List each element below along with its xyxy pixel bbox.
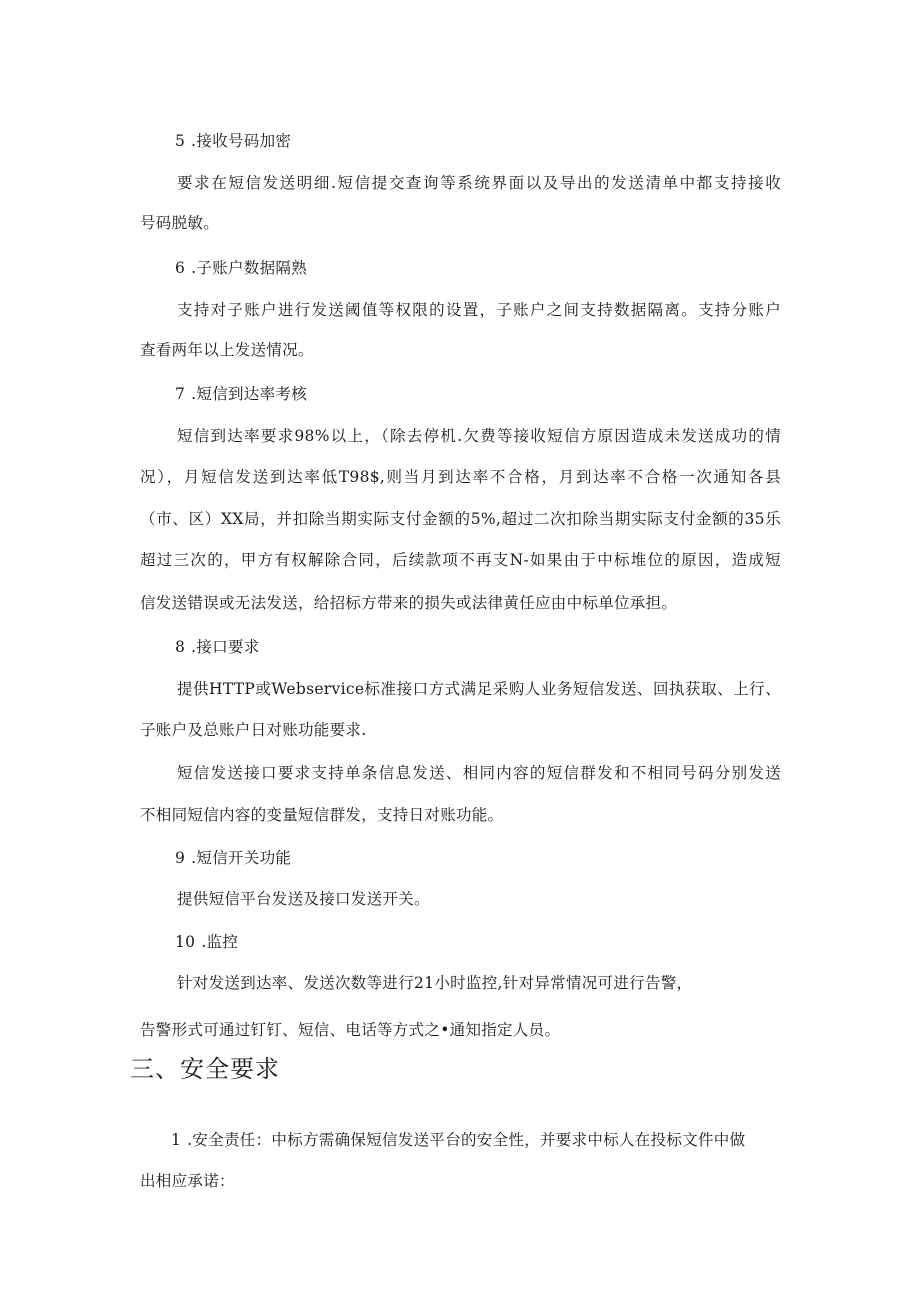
paragraph-line: 超过三次的，甲方有权解除合同，后续款项不再支N-如果由于中标堆位的原因，造成短 bbox=[140, 551, 781, 569]
item-title: .短信开关功能 bbox=[191, 849, 292, 867]
paragraph-line: .安全责任：中标方需确保短信发送平台的安全性，并要求中标人在投标文件中做 bbox=[187, 1131, 746, 1149]
paragraph-line: 提供短信平台发送及接口发送开关。 bbox=[177, 890, 430, 908]
item-number: 5 bbox=[175, 132, 186, 150]
paragraph-line: 子账户及总账户日对账功能要求. bbox=[140, 721, 367, 739]
item-heading-10 bbox=[175, 932, 238, 952]
item-heading-8 bbox=[175, 637, 260, 657]
paragraph-line: 不相同短信内容的变量短信群发，支持日对账功能。 bbox=[140, 806, 504, 824]
item-number: 1 bbox=[171, 1131, 182, 1149]
paragraph-line: 短信到达率要求98%以上，（除去停机.欠费等接收短信方原因造成未发送成功的情 bbox=[177, 427, 781, 445]
paragraph-line: 短信发送接口要求支持单条信息发送、相同内容的短信群发和不相同号码分别发送 bbox=[177, 764, 781, 782]
section-title: 三、安全要求 bbox=[130, 1055, 280, 1083]
item-heading-7 bbox=[175, 384, 307, 404]
item-title: .接口要求 bbox=[191, 638, 260, 656]
paragraph-line: 告警形式可通过钉钉、短信、电话等方式之•通知指定人员。 bbox=[140, 1021, 561, 1039]
item-number: 6 bbox=[175, 259, 186, 277]
paragraph-line: 出相应承诺： bbox=[140, 1172, 235, 1190]
item-number: 8 bbox=[175, 638, 186, 656]
item-heading-5 bbox=[175, 131, 291, 151]
item-number: 9 bbox=[175, 849, 186, 867]
paragraph-line: 况），月短信发送到达率低T98$,则当月到达率不合格，月到达率不合格一次通知各县 bbox=[140, 468, 781, 486]
item-heading-9 bbox=[175, 848, 291, 868]
paragraph-line: （市、区）XX局，并扣除当期实际支付金额的5%,超过二次扣除当期实际支付金额的35乐 bbox=[140, 510, 781, 528]
paragraph-line: 查看两年以上发送情况。 bbox=[140, 341, 314, 359]
item-title: .短信到达率考核 bbox=[191, 385, 307, 403]
paragraph-line: 提供HTTP或Webservice标准接口方式满足采购人业务短信发送、回执获取、上行、 bbox=[177, 680, 781, 698]
item-heading-6 bbox=[175, 258, 307, 278]
paragraph-line: 支持对子账户进行发送阈值等权限的设置，子账户之间支持数据隔离。支持分账户 bbox=[177, 301, 781, 319]
paragraph-line: 信发送错误或无法发送，给招标方带来的损失或法律黄任应由中标单位承担。 bbox=[140, 594, 678, 612]
paragraph-line: 要求在短信发送明细.短信提交查询等系统界面以及导出的发送清单中都支持接收 bbox=[177, 174, 781, 192]
item-number: 7 bbox=[175, 385, 186, 403]
section-item-1 bbox=[171, 1130, 783, 1150]
item-number: 10 bbox=[175, 933, 196, 951]
item-title: .接收号码加密 bbox=[191, 132, 292, 150]
item-title: .监控 bbox=[201, 933, 239, 951]
item-title: .子账户数据隔熟 bbox=[191, 259, 307, 277]
paragraph-line: 针对发送到达率、发送次数等进行21小时监控,针对异常情况可进行告警， bbox=[177, 974, 693, 992]
paragraph-line: 号码脱敏。 bbox=[140, 214, 220, 232]
